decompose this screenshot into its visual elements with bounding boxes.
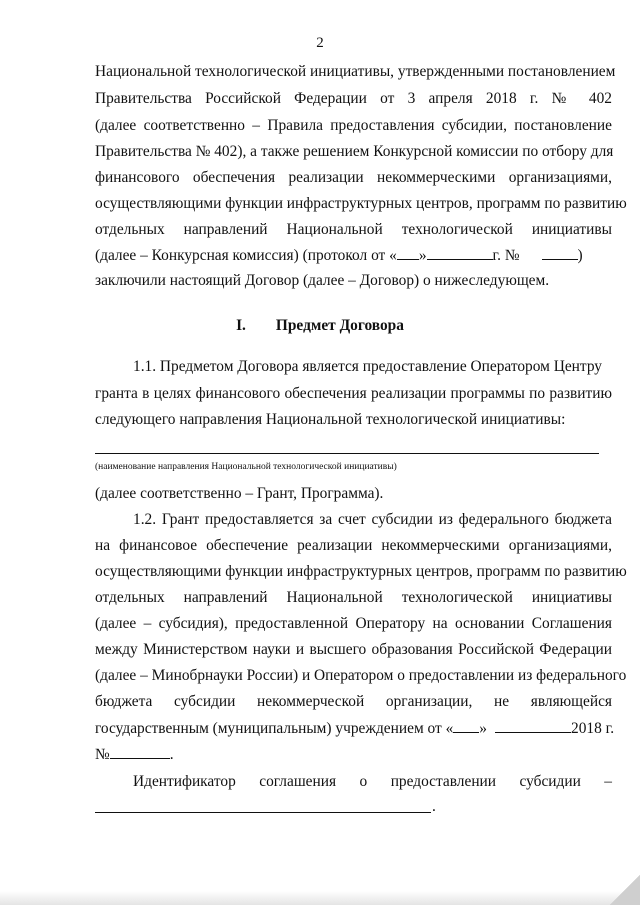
protocol-text-3: г. № xyxy=(492,247,520,264)
protocol-line xyxy=(95,245,612,266)
text-line: финансового обеспечения реализации некоммерческими организациями, xyxy=(95,169,612,186)
identifier-blank[interactable] xyxy=(95,812,431,813)
date-text-3: 2018 г. xyxy=(571,720,615,737)
text-line: Национальной технологической инициативы, утвержденными постановлением xyxy=(95,63,616,80)
protocol-text-2: » xyxy=(418,247,427,264)
number-sign: № xyxy=(95,746,110,763)
text-line: (далее соответственно – Правила предоставления субсидии, постановление xyxy=(95,117,612,134)
text-line: Правительства Российской Федерации от 3 апреля 2018 г. № 402 xyxy=(95,90,612,107)
number-end: . xyxy=(169,746,174,763)
protocol-text-4: ) xyxy=(577,247,583,264)
number-line xyxy=(95,744,612,765)
text-line: между Министерством науки и высшего образования Российской Федерации xyxy=(95,641,612,658)
text-line: Идентификатор соглашения о предоставлении субсидии – xyxy=(133,773,612,790)
date-line xyxy=(95,718,615,739)
date-text-2: » xyxy=(479,720,487,737)
protocol-text-1: (далее – Конкурсная комиссия) (протокол от « xyxy=(95,247,397,264)
text-line: гранта в целях финансового обеспечения реализации программы по развитию xyxy=(95,385,612,402)
text-line: осуществляющими функции инфраструктурных центров, программ по развитию xyxy=(95,195,627,212)
protocol-month-blank[interactable] xyxy=(427,245,493,260)
agreement-number-blank[interactable] xyxy=(110,744,170,759)
text-line: Правительства № 402), а также решением Конкурсной комиссии по отбору для xyxy=(95,143,614,160)
text-line: (далее – субсидия), предоставленной Оператору на основании Соглашения xyxy=(95,615,612,632)
text-line: осуществляющими функции инфраструктурных центров, программ по развитию xyxy=(95,563,627,580)
date-text-1: государственным (муниципальным) учреждением от « xyxy=(95,720,454,737)
protocol-day-blank[interactable] xyxy=(397,245,419,260)
section-number: I. xyxy=(236,317,246,334)
identifier-end: . xyxy=(432,798,436,815)
text-line: бюджета субсидии некоммерческой организации, не являющейся xyxy=(95,693,612,710)
protocol-number-blank[interactable] xyxy=(542,245,578,260)
date-month-blank[interactable] xyxy=(495,718,571,733)
text-line: отдельных направлений Национальной технологической инициативы xyxy=(95,221,612,238)
text-line: заключили настоящий Договор (далее – Договор) о нижеследующем. xyxy=(95,272,550,289)
date-day-blank[interactable] xyxy=(453,718,479,733)
section-heading xyxy=(0,317,640,335)
field-caption: (наименование направления Национальной технологической инициативы) xyxy=(95,462,397,472)
section-title: Предмет Договора xyxy=(275,317,404,334)
text-line: 1.1. Предметом Договора является предоставление Оператором Центру xyxy=(133,358,603,375)
text-line: отдельных направлений Национальной технологической инициативы xyxy=(95,589,612,606)
text-line: (далее – Минобрнауки России) и Оператором о предоставлении из федерального xyxy=(95,667,627,684)
text-line: 1.2. Грант предоставляется за счет субсидии из федерального бюджета xyxy=(133,511,612,528)
text-line: на финансовое обеспечение реализации некоммерческими организациями, xyxy=(95,537,612,554)
page-number: 2 xyxy=(316,35,324,51)
scan-edge xyxy=(0,891,640,905)
text-line: следующего направления Национальной технологической инициативы: xyxy=(95,411,566,428)
direction-name-blank[interactable] xyxy=(95,453,599,454)
text-line: (далее соответственно – Грант, Программа). xyxy=(95,485,384,502)
page-corner xyxy=(610,875,640,905)
